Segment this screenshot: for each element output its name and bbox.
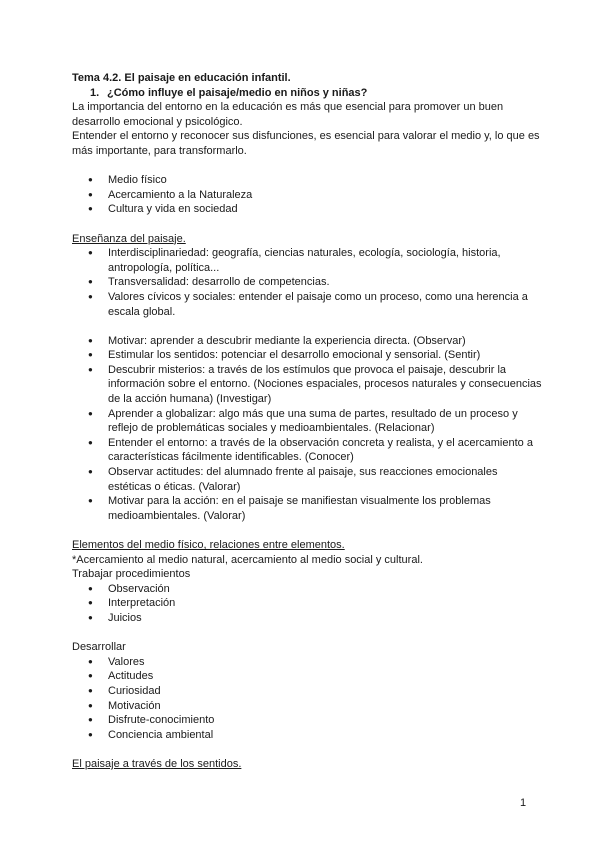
document-body: [72, 71, 542, 772]
list-item: ● Entender el entorno: a través de la observación concreta y realista, y el acercamiento a características fácilmente identificables. (Conocer): [72, 436, 542, 465]
list-item: ● Descubrir misterios: a través de los estímulos que provoca el paisaje, descubrir la información sobre el entorno. (Nociones espaciales, procesos naturales y consecuencias de la acción humana) (Investigar): [72, 363, 542, 407]
bullet-list-ensenanza: [72, 246, 542, 319]
page-number: 1: [520, 797, 527, 809]
question-heading: [72, 86, 542, 101]
question-number: 1.: [90, 86, 100, 99]
list-item: ● Interpretación: [72, 596, 542, 611]
bullet-list-desarrollar: [72, 655, 542, 743]
list-item: ● Conciencia ambiental: [72, 728, 542, 743]
paragraph-entorno: Entender el entorno y reconocer sus disfunciones, es esencial para valorar el medio y, lo que es más importante, para transformarlo.: [72, 130, 540, 157]
list-item: ● Medio físico: [72, 173, 542, 188]
list-item: ● Estimular los sentidos: potenciar el desarrollo emocional y sensorial. (Sentir): [72, 348, 542, 363]
list-item: ● Cultura y vida en sociedad: [72, 202, 542, 217]
label-trabajar: Trabajar procedimientos: [72, 568, 191, 581]
list-item: ● Interdisciplinariedad: geografía, ciencias naturales, ecología, sociología, historia, antropología, política...: [72, 246, 542, 275]
list-item: ● Valores: [72, 655, 542, 670]
question-text: ¿Cómo influye el paisaje/medio en niños y niñas?: [107, 86, 368, 99]
label-desarrollar: Desarrollar: [72, 641, 126, 654]
list-item: ● Transversalidad: desarrollo de competencias.: [72, 275, 542, 290]
note-text: *Acercamiento al medio natural, acercamiento al medio social y cultural.: [72, 553, 423, 566]
list-item: ● Curiosidad: [72, 684, 542, 699]
section-heading-elementos: Elementos del medio físico, relaciones entre elementos.: [72, 539, 345, 551]
section-heading-sentidos: El paisaje a través de los sentidos.: [72, 757, 242, 770]
bullet-list-procedimientos: [72, 582, 542, 626]
section-heading-ensenanza: Enseñanza del paisaje.: [72, 232, 186, 245]
list-item: ● Juicios: [72, 611, 542, 626]
list-item: ● Observación: [72, 582, 542, 597]
bullet-list-medio: [72, 173, 542, 217]
list-item: ● Aprender a globalizar: algo más que una suma de partes, resultado de un proceso y reflejo de problemáticas sociales y medioambientales. (Relacionar): [72, 407, 542, 436]
list-item: ● Motivar: aprender a descubrir mediante la experiencia directa. (Observar): [72, 334, 542, 349]
paragraph-importance: La importancia del entorno en la educación es más que esencial para promover un buen desarrollo emocional y psicológico.: [72, 101, 504, 128]
document-title: Tema 4.2. El paisaje en educación infantil.: [72, 72, 291, 84]
list-item: ● Observar actitudes: del alumnado frente al paisaje, sus reacciones emocionales estéticas o éticas. (Valorar): [72, 465, 542, 494]
bullet-list-objetivos: [72, 334, 542, 524]
list-item: ● Disfrute-conocimiento: [72, 713, 542, 728]
list-item: ● Acercamiento a la Naturaleza: [72, 188, 542, 203]
list-item: ● Motivación: [72, 699, 542, 714]
list-item: ● Actitudes: [72, 669, 542, 684]
list-item: ● Motivar para la acción: en el paisaje se manifiestan visualmente los problemas medioambientales. (Valorar): [72, 494, 542, 523]
list-item: ● Valores cívicos y sociales: entender el paisaje como un proceso, como una herencia a escala global.: [72, 290, 542, 319]
